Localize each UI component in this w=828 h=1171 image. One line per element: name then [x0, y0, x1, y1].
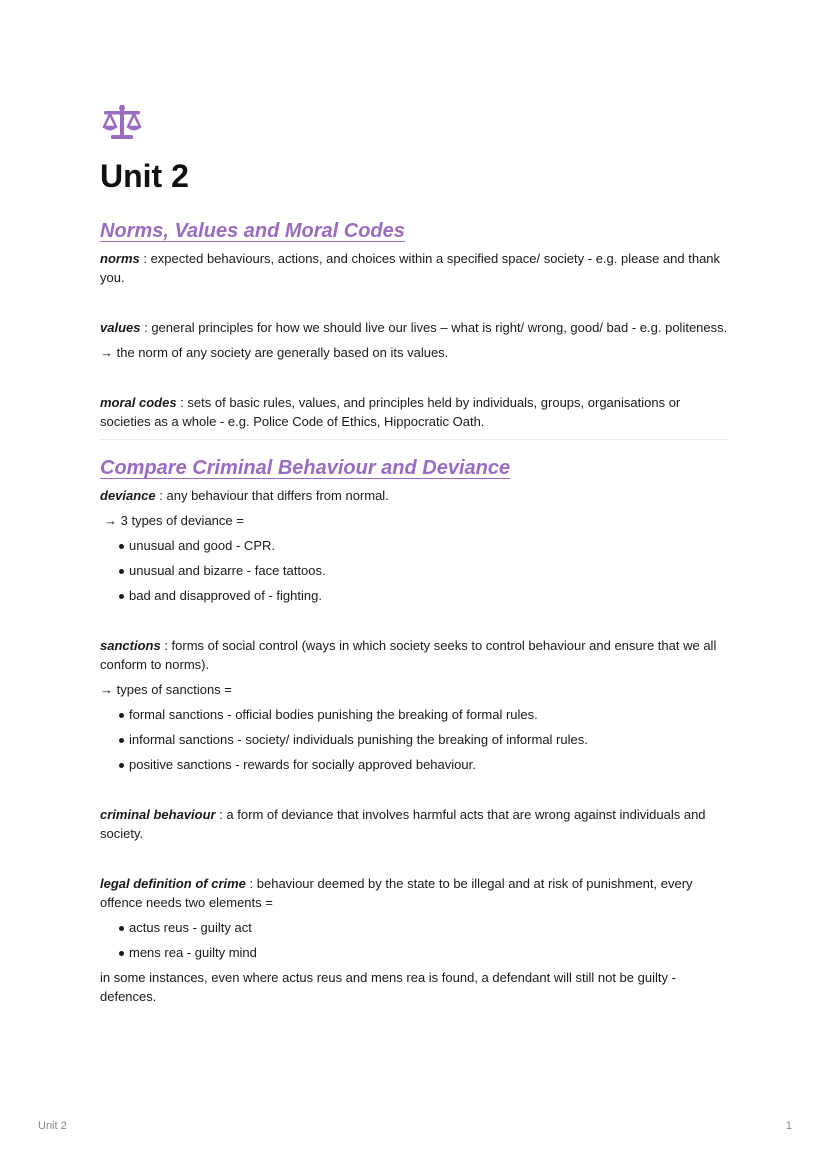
- definition-moral-codes: [100, 393, 728, 431]
- list-item-text: unusual and good - CPR.: [129, 538, 275, 553]
- bullet-icon: [119, 713, 124, 718]
- list-item-text: formal sanctions - official bodies punishing the breaking of formal rules.: [129, 707, 538, 722]
- list-item-text: positive sanctions - rewards for socially approved behaviour.: [129, 757, 476, 772]
- definition-text: : expected behaviours, actions, and choices within a specified space/ society - e.g. please and thank you.: [100, 251, 721, 285]
- definition-text: : a form of deviance that involves harmful acts that are wrong against individuals and society.: [100, 807, 706, 841]
- definition-sanctions: [100, 636, 728, 674]
- bullet-icon: [119, 951, 124, 956]
- bullet-icon: [119, 569, 124, 574]
- definition-legal-crime: [100, 874, 728, 912]
- list-item-text: actus reus - guilty act: [129, 920, 252, 935]
- sanctions-types-list: [100, 705, 728, 774]
- definition-text: : general principles for how we should live our lives – what is right/ wrong, good/ bad - e.g. politeness.: [140, 320, 728, 335]
- definition-text: : forms of social control (ways in which society seeks to control behaviour and ensure that we all conform to norms).: [100, 638, 717, 672]
- defences-note: in some instances, even where actus reus and mens rea is found, a defendant will still not be guilty - defences.: [100, 970, 676, 1004]
- bullet-icon: [119, 738, 124, 743]
- term-label: moral codes: [100, 395, 177, 410]
- term-label: sanctions: [100, 638, 161, 653]
- term-label: criminal behaviour: [100, 807, 216, 822]
- term-label: deviance: [100, 488, 156, 503]
- legal-elements-list: [100, 918, 728, 962]
- list-item: [100, 705, 728, 724]
- bullet-icon: [119, 763, 124, 768]
- definition-values: [100, 318, 728, 337]
- list-item: [100, 730, 728, 749]
- footer-title: Unit 2: [38, 1120, 67, 1132]
- page-title: Unit 2: [100, 158, 189, 194]
- term-label: values: [100, 320, 141, 335]
- bullet-icon: [119, 926, 124, 931]
- list-item: [100, 561, 728, 580]
- bullet-icon: [119, 594, 124, 599]
- definition-text: : sets of basic rules, values, and principles held by individuals, groups, organisations or societies as a whole - e.g. Police Code of Ethics, Hippocratic Oath.: [100, 395, 681, 429]
- scales-icon: [100, 103, 144, 143]
- definition-deviance: [100, 486, 728, 505]
- list-item: [100, 536, 728, 555]
- definition-text: : behaviour deemed by the state to be illegal and at risk of punishment, every offence needs two elements =: [100, 876, 693, 910]
- list-item-text: mens rea - guilty mind: [129, 945, 257, 960]
- list-item-text: unusual and bizarre - face tattoos.: [129, 563, 326, 578]
- list-item-text: bad and disapproved of - fighting.: [129, 588, 322, 603]
- section-heading-criminal: Compare Criminal Behaviour and Deviance: [100, 457, 511, 479]
- definition-criminal-behaviour: [100, 805, 728, 843]
- list-item: [100, 755, 728, 774]
- list-item: [100, 918, 728, 937]
- list-item: [100, 943, 728, 962]
- list-item: [100, 586, 728, 605]
- bullet-icon: [119, 544, 124, 549]
- deviance-types-intro: → 3 types of deviance =: [104, 513, 244, 528]
- definition-norms: [100, 249, 728, 287]
- term-label: norms: [100, 251, 140, 266]
- definition-text: : any behaviour that differs from normal.: [155, 488, 389, 503]
- section-heading-norms: Norms, Values and Moral Codes: [100, 220, 405, 242]
- deviance-types-list: [100, 536, 728, 605]
- values-note: → the norm of any society are generally based on its values.: [100, 345, 449, 360]
- page-number: 1: [785, 1120, 792, 1132]
- list-item-text: informal sanctions - society/ individuals punishing the breaking of informal rules.: [129, 732, 588, 747]
- sanctions-types-intro: → types of sanctions =: [100, 682, 232, 697]
- section-divider: [100, 439, 728, 440]
- term-label: legal definition of crime: [100, 876, 246, 891]
- page-content: [100, 216, 728, 1006]
